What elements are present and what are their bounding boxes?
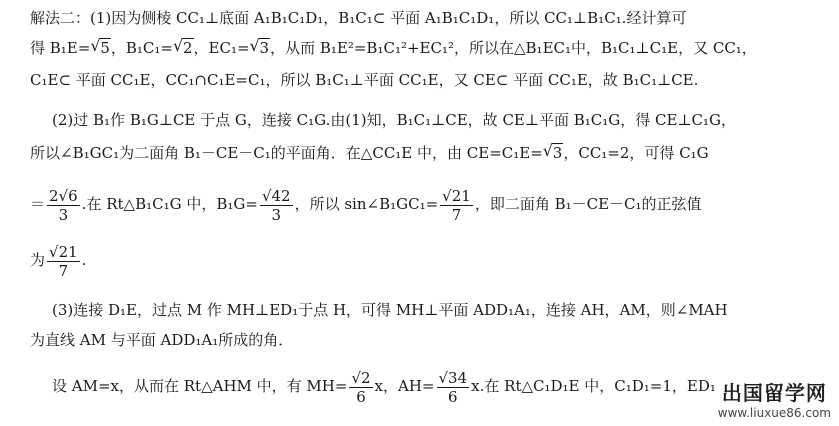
text-line-1: 解法二：(1)因为侧棱 CC₁⊥底面 A₁B₁C₁D₁，B₁C₁⊂ 平面 A₁B₁C₁D₁，所以 CC₁⊥B₁C₁.经计算可 [30, 9, 687, 27]
text: x，AH= [374, 377, 435, 395]
text-line-8: (3)连接 D₁E，过点 M 作 MH⊥ED₁于点 H，可得 MH⊥平面 ADD₁A₁，连接 AH，AM，则∠MAH [52, 301, 728, 319]
text: ＝ [30, 195, 46, 213]
line-10 [52, 366, 716, 406]
line-3 [30, 70, 698, 90]
fraction: $\frac{√42}{3}$ [261, 186, 291, 224]
sqrt-5: √ 5 [90, 36, 110, 57]
fraction: $\frac{√21}{7}$ [49, 242, 78, 280]
sqrt-3b: √ 3 [542, 141, 563, 162]
text: 为 [30, 251, 46, 269]
text: ，从而 B₁E²=B₁C₁²+EC₁²，所以在△B₁EC₁中，B₁C₁⊥C₁E，又 CC₁， [270, 39, 757, 57]
text-line-9: 为直线 AM 与平面 ADD₁A₁所成的角． [30, 331, 294, 349]
fraction: $\frac{√2}{6}$ [351, 368, 371, 406]
text: ，B₁C₁= [110, 39, 173, 57]
text: .在 Rt△B₁C₁G 中，B₁G= [81, 195, 258, 213]
line-8 [52, 300, 728, 320]
line-5 [30, 143, 709, 163]
text: 所以∠B₁GC₁为二面角 B₁－CE－C₁的平面角．在△CC₁E 中，由 CE=C₁E= [30, 144, 543, 162]
text: x.在 Rt△C₁D₁E 中，C₁D₁=1，ED₁ [471, 377, 716, 395]
text-line-3: C₁E⊂ 平面 CC₁E，CC₁∩C₁E=C₁，所以 B₁C₁⊥平面 CC₁E，又 CE⊂ 平面 CC₁E，故 B₁C₁⊥CE. [30, 71, 699, 89]
text: 设 AM=x，从而在 Rt△AHM 中，有 MH= [52, 377, 348, 395]
text: 得 B₁E= [30, 39, 91, 57]
sqrt-2: √ 2 [172, 36, 193, 57]
fraction: $\frac{√21}{7}$ [442, 186, 471, 224]
watermark-title: 出国留学网 [721, 381, 827, 405]
line-9 [30, 330, 293, 350]
text: ，即二面角 B₁－CE－C₁的正弦值 [474, 195, 702, 213]
text-line-4: (2)过 B₁作 B₁G⊥CE 于点 G，连接 C₁G.由(1)知，B₁C₁⊥CE，故 CE⊥平面 B₁C₁G，得 CE⊥C₁G， [52, 111, 737, 129]
fraction: $\frac{√34}{6}$ [438, 368, 468, 406]
line-1 [30, 8, 686, 28]
fraction: $\frac{2√6}{3}$ [49, 186, 78, 224]
text: ，所以 sin∠B₁GC₁= [294, 195, 439, 213]
text: ，EC₁= [193, 39, 250, 57]
text: . [81, 251, 87, 269]
sqrt-3: √ 3 [249, 36, 270, 57]
line-7 [30, 240, 86, 280]
text: ，CC₁=2，可得 C₁G [563, 144, 709, 162]
line-4 [52, 110, 736, 130]
line-2 [30, 38, 757, 58]
watermark-url: www.liuxue86.com [717, 406, 831, 420]
line-6 [30, 184, 702, 224]
watermark-logo [718, 377, 831, 420]
